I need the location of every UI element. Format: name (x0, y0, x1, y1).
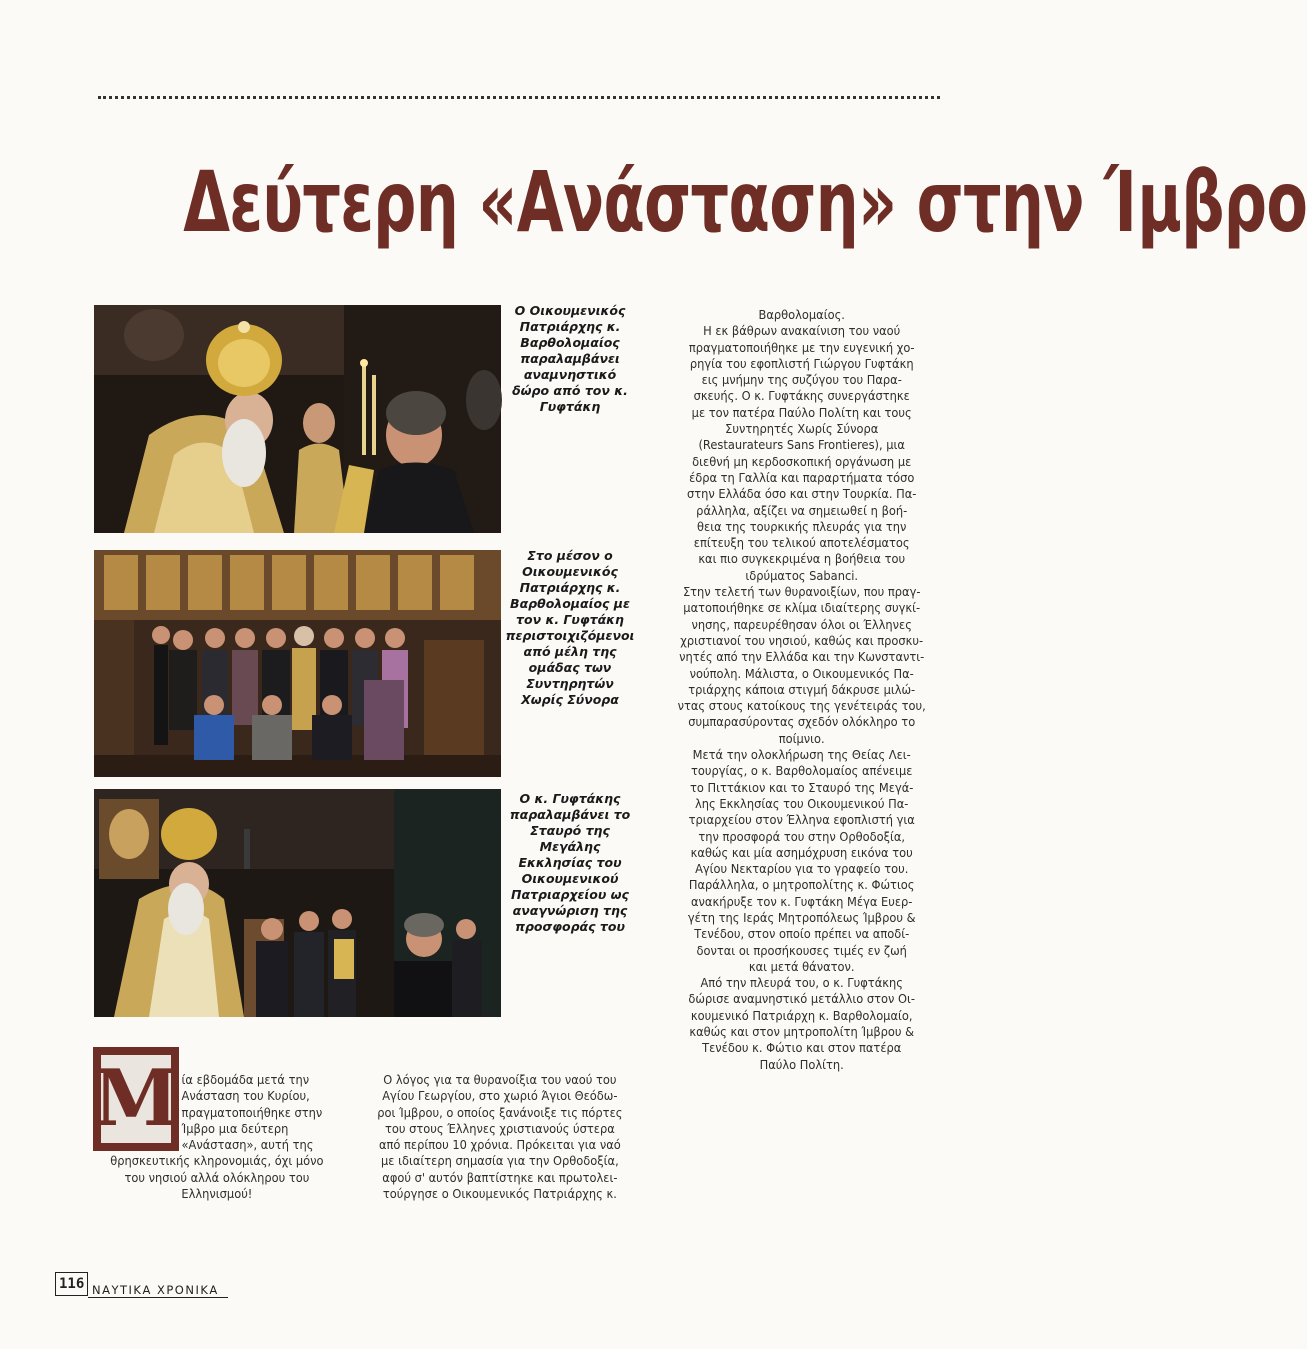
right-col-line: θεια της τουρκικής πλευράς για την (697, 519, 907, 534)
photo-caption-1: Ο Οικουμενικός Πατριάρχης κ. Βαρθολομαίος παραλαμβάνει αναμνηστικό δώρο από τον κ. Γυφτάκη (512, 303, 628, 414)
photo-group-with-restorers (94, 550, 501, 777)
right-col-line: ανακήρυξε τον κ. Γυφτάκη Μέγα Ευερ- (690, 894, 913, 909)
right-col-line: τριάρχης κάποια στιγμή δάκρυσε μιλώ- (688, 682, 916, 697)
left-col-line: πραγματοποιήθηκε στην (181, 1105, 323, 1120)
right-col-line: (Restaurateurs Sans Frontieres), μια (698, 438, 905, 453)
mid-col-line: Αγίου Γεωργίου, στο χωριό Άγιοι Θεόδω- (382, 1089, 618, 1104)
right-col-line: τουργίας, ο κ. Βαρθολομαίος απένειμε (690, 764, 913, 779)
mid-col-line: από περίπου 10 χρόνια. Πρόκειται για ναό (378, 1138, 621, 1153)
right-col-line: Στην τελετή των θυρανοιξίων, που πραγ- (682, 585, 921, 600)
right-col-line: νητές από την Ελλάδα και την Κωνσταντι- (679, 650, 925, 665)
right-col-line: το Πιττάκιον και το Σταυρό της Μεγά- (690, 780, 914, 795)
photo-cross-presentation (94, 789, 501, 1017)
right-col-line: ρηγία του εφοπλιστή Γιώργου Γυφτάκη (689, 356, 914, 371)
right-col-line: και πιο συγκεκριμένα η βοήθεια του (698, 552, 906, 567)
right-col-line: Η εκ βάθρων ανακαίνιση του ναού (703, 324, 901, 339)
right-col-line: ράλληλα, αξίζει να σημειωθεί η βοή- (696, 503, 908, 518)
left-col-line: Ελληνισμού! (181, 1187, 253, 1202)
photo-caption-3: Ο κ. Γυφτάκης παραλαμβάνει το Σταυρό της Μεγάλης Εκκλησίας του Οικουμενικού Πατριαρχείου ως αναγνώριση της προσφοράς του (509, 791, 631, 934)
right-col-line: ματοποιήθηκε σε κλίμα ιδιαίτερης συγκί- (683, 601, 921, 616)
right-col-line: νούπολη. Μάλιστα, ο Οικουμενικός Πα- (689, 666, 914, 681)
right-col-line: διεθνή μη κερδοσκοπική οργάνωση με (692, 454, 912, 469)
mid-col-line: του στους Έλληνες χριστιανούς ύστερα (384, 1121, 615, 1136)
right-col-line: ποίμνιο. (778, 731, 825, 746)
right-col-line: λης Εκκλησίας του Οικουμενικού Πα- (694, 796, 909, 811)
right-col-line: την προσφορά του στην Ορθοδοξία, (698, 829, 906, 844)
right-col-line: Τενέδου, στον οποίο πρέπει να αποδί- (694, 927, 910, 942)
left-col-line: Ανάσταση του Κυρίου, (181, 1089, 310, 1104)
right-col-line: με τον πατέρα Παύλο Πολίτη και τους (691, 405, 912, 420)
right-col-line: καθώς και στον μητροπολίτη Ίμβρου & (689, 1025, 915, 1040)
right-col-line: και μετά θάνατον. (748, 959, 855, 974)
left-col-line: Ίμβρο μια δεύτερη (181, 1121, 289, 1136)
photo-caption-2: Στο μέσον ο Οικουμενικός Πατριάρχης κ. Βαρθολομαίος με τον κ. Γυφτάκη περιστοιχιζόμενοι από μέλη της ομάδας των Συντηρητών Χωρίς Σύνορα (505, 548, 635, 707)
mid-col-line: τούργησε ο Οικουμενικός Πατριάρχης κ. (382, 1187, 617, 1202)
left-col-line: «Ανάσταση», αυτή της (181, 1138, 314, 1153)
dropcap-letter: Μ (92, 1053, 180, 1144)
right-col-line: συμπαρασύροντας σχεδόν ολόκληρο το (688, 715, 916, 730)
right-col-line: γέτη της Ιεράς Μητροπόλεως Ίμβρου & (687, 910, 916, 925)
mid-col-line: ροι Ίμβρου, ο οποίος ξανάνοιξε τις πόρτες (377, 1105, 623, 1120)
left-col-line: ία εβδομάδα μετά την (181, 1073, 310, 1087)
right-col-line: Παύλο Πολίτη. (759, 1057, 844, 1072)
article-body-right-column (665, 307, 938, 1073)
right-col-line: έδρα τη Γαλλία και παραρτήματα τόσο (689, 470, 915, 485)
article-title: Δεύτερη «Ανάσταση» στην Ίμβρο (183, 153, 1307, 251)
right-col-line: σκευής. Ο κ. Γυφτάκης συνεργάστηκε (693, 389, 910, 404)
top-dotted-rule (98, 96, 940, 99)
right-col-line: πραγματοποιήθηκε με την ευγενική χο- (688, 340, 915, 355)
right-col-line: Βαρθολομαίος. (758, 308, 845, 322)
right-col-line: τριαρχείου στον Έλληνα εφοπλιστή για (688, 813, 915, 828)
right-col-line: Συντηρητές Χωρίς Σύνορα (725, 422, 879, 437)
right-col-line: χριστιανοί του νησιού, καθώς και προσκυ- (680, 633, 924, 648)
right-col-line: εις μνήμην της συζύγου του Παρα- (701, 373, 902, 388)
right-col-line: Από την πλευρά του, ο κ. Γυφτάκης (700, 976, 903, 991)
article-body-middle-column (372, 1072, 628, 1202)
right-col-line: κουμενικό Πατριάρχη κ. Βαρθολομαίο, (690, 1008, 913, 1023)
right-col-line: Μετά την ολοκλήρωση της Θείας Λει- (692, 748, 911, 763)
mid-col-line: αφού σ' αυτόν βαπτίστηκε και πρωτολει- (382, 1170, 618, 1185)
right-col-line: Αγίου Νεκταρίου για το γραφείο του. (695, 862, 909, 877)
right-col-line: ντας στους κατοίκους της γενέτειράς του, (677, 699, 926, 714)
right-col-line: καθώς και μία ασημόχρυση εικόνα του (690, 845, 913, 860)
right-col-line: Τενέδου κ. Φώτιο και στον πατέρα (702, 1041, 902, 1056)
photo-patriarch-receives-gift (94, 305, 501, 533)
right-col-line: δονται οι προσήκουσες τιμές εν ζωή (696, 943, 907, 958)
mid-col-line: Ο λόγος για τα θυρανοίξια του ναού του (383, 1073, 617, 1087)
left-col-line: θρησκευτικής κληρονομιάς, όχι μόνο (110, 1154, 324, 1169)
right-col-line: Παράλληλα, ο μητροπολίτης κ. Φώτιος (688, 878, 915, 893)
magazine-name: ΝΑΥΤΙΚΑ ΧΡΟΝΙΚΑ (92, 1283, 219, 1297)
footer-rule (88, 1297, 228, 1298)
right-col-line: νησης, παρευρέθησαν όλοι οι Έλληνες (691, 617, 912, 632)
article-body-left-column (96, 1072, 338, 1202)
right-col-line: στην Ελλάδα όσο και στην Τουρκία. Πα- (686, 487, 917, 502)
mid-col-line: με ιδιαίτερη σημασία για την Ορθοδοξία, (381, 1154, 619, 1169)
right-col-line: επίτευξη του τελικού αποτελέσματος (693, 536, 910, 551)
right-col-line: δώρισε αναμνηστικό μετάλλιο στον Οι- (688, 992, 916, 1007)
left-col-line: του νησιού αλλά ολόκληρου του (124, 1170, 310, 1185)
right-col-line: ιδρύματος Sabanci. (745, 568, 859, 583)
page-number: 116 (55, 1272, 88, 1296)
